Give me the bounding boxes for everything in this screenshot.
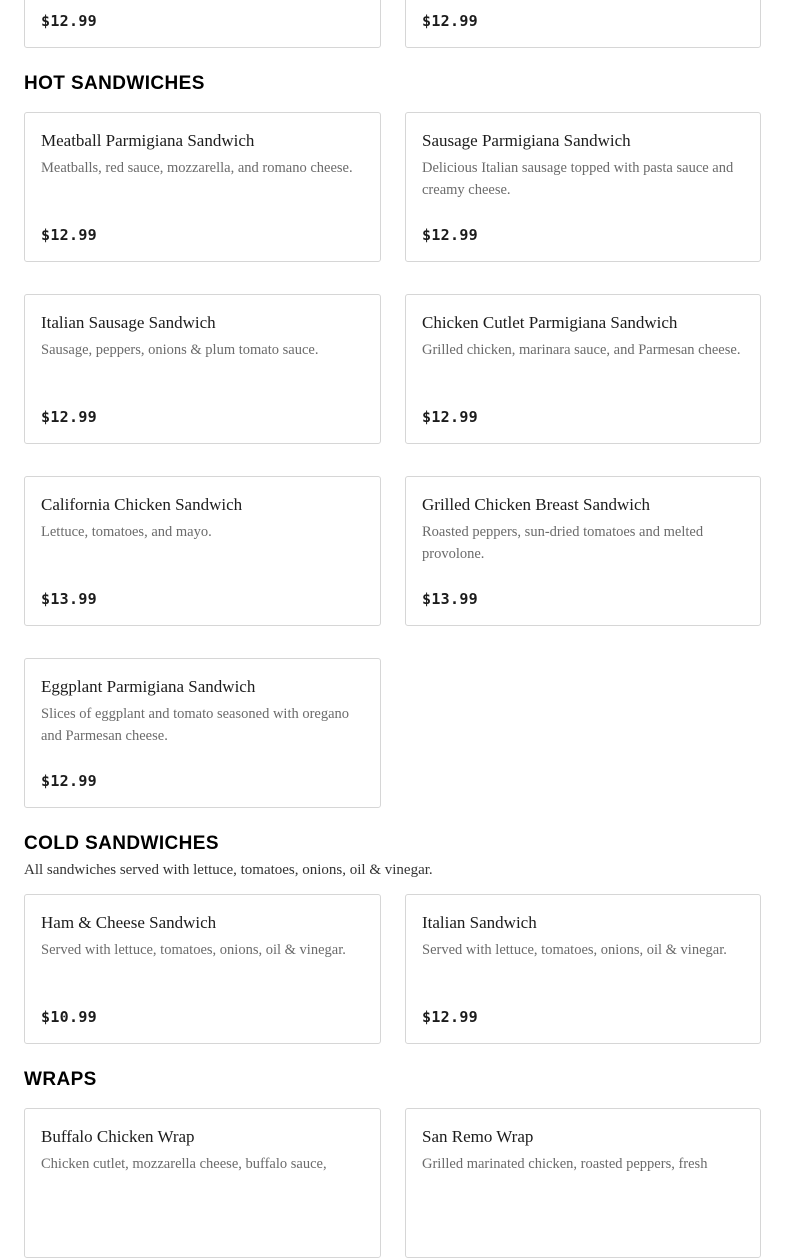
item-price: $12.99 bbox=[41, 408, 97, 426]
menu-item-card[interactable] bbox=[24, 1108, 381, 1258]
item-name: Sausage Parmigiana Sandwich bbox=[422, 131, 631, 150]
item-description: Sausage, peppers, onions & plum tomato sauce. bbox=[41, 342, 319, 358]
menu-item-card[interactable] bbox=[405, 112, 761, 262]
wraps-grid bbox=[24, 1108, 761, 1258]
item-description: Roasted peppers, sun-dried tomatoes and melted provolone. bbox=[422, 524, 704, 562]
item-description: Served with lettuce, tomatoes, onions, oil & vinegar. bbox=[422, 942, 727, 958]
item-price: $12.99 bbox=[41, 772, 97, 790]
menu-item-card[interactable] bbox=[24, 658, 381, 808]
item-name: Grilled Chicken Breast Sandwich bbox=[422, 495, 651, 514]
menu-item-card[interactable] bbox=[405, 0, 761, 48]
item-name: Chicken Cutlet Parmigiana Sandwich bbox=[422, 313, 678, 332]
prev-section-grid bbox=[24, 0, 761, 48]
wraps-section bbox=[24, 1068, 761, 1258]
section-title: HOT SANDWICHES bbox=[24, 73, 205, 94]
item-name: Italian Sausage Sandwich bbox=[41, 313, 216, 332]
hot-sandwiches-grid bbox=[24, 112, 761, 808]
item-price: $12.99 bbox=[422, 408, 478, 426]
menu-item-card[interactable] bbox=[24, 0, 381, 48]
item-name: Eggplant Parmigiana Sandwich bbox=[41, 677, 256, 696]
menu-item-card[interactable] bbox=[24, 112, 381, 262]
item-name: Meatball Parmigiana Sandwich bbox=[41, 131, 255, 150]
item-name: California Chicken Sandwich bbox=[41, 495, 243, 514]
item-name: Ham & Cheese Sandwich bbox=[41, 913, 217, 932]
menu-item-card[interactable] bbox=[405, 476, 761, 626]
item-description: Served with lettuce, tomatoes, onions, oil & vinegar. bbox=[41, 942, 346, 958]
item-description: Meatballs, red sauce, mozzarella, and romano cheese. bbox=[41, 160, 353, 176]
item-description: Grilled marinated chicken, roasted peppers, fresh bbox=[422, 1156, 708, 1172]
cold-sandwiches-grid bbox=[24, 894, 761, 1044]
menu-page bbox=[24, 0, 761, 1258]
item-price: $12.99 bbox=[41, 12, 97, 30]
item-description: Grilled chicken, marinara sauce, and Parmesan cheese. bbox=[422, 342, 741, 358]
hot-sandwiches-section bbox=[24, 72, 761, 808]
menu-item-card[interactable] bbox=[24, 476, 381, 626]
menu-item-card[interactable] bbox=[24, 294, 381, 444]
item-name: Buffalo Chicken Wrap bbox=[41, 1127, 195, 1146]
item-description: Delicious Italian sausage topped with pasta sauce and creamy cheese. bbox=[422, 160, 734, 198]
menu-item-card[interactable] bbox=[405, 894, 761, 1044]
item-price: $13.99 bbox=[422, 590, 478, 608]
item-price: $12.99 bbox=[422, 12, 478, 30]
item-description: Chicken cutlet, mozzarella cheese, buffalo sauce, bbox=[41, 1156, 327, 1172]
cold-sandwiches-section bbox=[24, 832, 761, 1044]
item-price: $13.99 bbox=[41, 590, 97, 608]
item-name: San Remo Wrap bbox=[422, 1127, 534, 1146]
item-price: $10.99 bbox=[41, 1008, 97, 1026]
item-price: $12.99 bbox=[422, 1008, 478, 1026]
item-price: $12.99 bbox=[41, 226, 97, 244]
section-subtitle: All sandwiches served with lettuce, tomatoes, onions, oil & vinegar. bbox=[24, 862, 433, 878]
item-price: $12.99 bbox=[422, 226, 478, 244]
item-description: Slices of eggplant and tomato seasoned with oregano and Parmesan cheese. bbox=[41, 706, 350, 744]
section-title: WRAPS bbox=[24, 1069, 97, 1090]
menu-item-card[interactable] bbox=[405, 294, 761, 444]
section-title: COLD SANDWICHES bbox=[24, 833, 219, 854]
menu-item-card[interactable] bbox=[24, 894, 381, 1044]
item-description: Lettuce, tomatoes, and mayo. bbox=[41, 524, 212, 540]
menu-item-card[interactable] bbox=[405, 1108, 761, 1258]
item-name: Italian Sandwich bbox=[422, 913, 537, 932]
